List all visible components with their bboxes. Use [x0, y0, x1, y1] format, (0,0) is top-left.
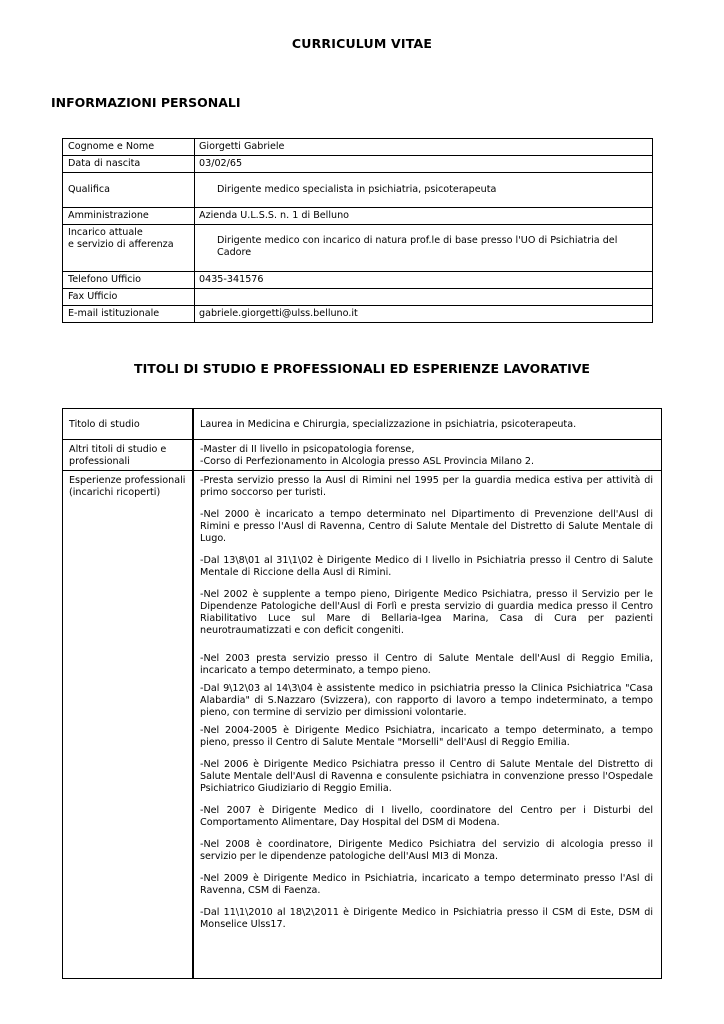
table-row	[63, 440, 661, 471]
field-value: Giorgetti Gabriele	[195, 139, 653, 156]
personal-info-heading: INFORMAZIONI PERSONALI	[51, 95, 241, 110]
table-row	[63, 289, 653, 306]
field-label: E-mail istituzionale	[63, 306, 195, 323]
list-item: -Nel 2009 è Dirigente Medico in Psichiatria, incaricato a tempo determinato presso l'Asl di Ravenna, CSM di Faenza.	[200, 873, 653, 896]
table-row	[63, 409, 661, 440]
list-item: -Nel 2000 è incaricato a tempo determinato nel Dipartimento di Prevenzione dell'Ausl di Rimini e presso l'Ausl di Ravenna, Centro di Salute Mentale del Distretto di Salute Mentale di Lugo.	[200, 509, 653, 544]
titles-table-frame	[62, 408, 662, 979]
field-label: Esperienze professionali (incarichi ricoperti)	[63, 471, 193, 979]
table-row	[63, 306, 653, 323]
field-value-line: -Corso di Perfezionamento in Alcologia presso ASL Provincia Milano 2.	[200, 456, 535, 467]
field-value-line: -Master di II livello in psicopatologia forense,	[200, 444, 415, 455]
list-item: -Dal 13\8\01 al 31\1\02 è Dirigente Medico di I livello in Psichiatria presso il Centro di Salute Mentale di Riccione della Ausl di Rimini.	[200, 555, 653, 578]
list-item: -Nel 2007 è Dirigente Medico di I livello, coordinatore del Centro per i Disturbi del Comportamento Alimentare, Day Hospital del DSM di Modena.	[200, 805, 653, 828]
field-label-line: Incarico attuale	[68, 227, 143, 238]
list-item: -Presta servizio presso la Ausl di Rimini nel 1995 per la guardia medica estiva per attività di primo soccorso per turisti.	[200, 475, 653, 498]
field-label: Telefono Ufficio	[63, 272, 195, 289]
field-value: 0435-341576	[195, 272, 653, 289]
field-label: Titolo di studio	[63, 409, 193, 440]
table-row	[63, 173, 653, 208]
table-row	[63, 208, 653, 225]
field-label: Qualifica	[63, 173, 195, 208]
list-item: -Nel 2006 è Dirigente Medico Psichiatra presso il Centro di Salute Mentale del Distretto di Salute Mentale dell'Ausl di Ravenna e consulente psichiatra in convenzione presso l'Ospedale Psichiatrico Giudiziario di Reggio Emilia.	[200, 759, 653, 794]
list-item: -Nel 2008 è coordinatore, Dirigente Medico Psichiatra del servizio di alcologia presso il servizio per le dipendenze patologiche dell'Ausl MI3 di Monza.	[200, 839, 653, 862]
list-item: -Dal 9\12\03 al 14\3\04 è assistente medico in psichiatria presso la Clinica Psichiatrica "Casa Alabardia" di S.Nazzaro (Svizzera), con rapporto di lavoro a tempo indeterminato, a tempo pieno, con termine di servizio per dimissioni volontarie.	[200, 683, 653, 718]
list-item: -Nel 2004-2005 è Dirigente Medico Psichiatra, incaricato a tempo determinato, a tempo pieno, presso il Centro di Salute Mentale "Morselli" dell'Ausl di Reggio Emilia.	[200, 725, 653, 748]
table-row	[63, 225, 653, 272]
field-label: Cognome e Nome	[63, 139, 195, 156]
field-value	[195, 289, 653, 306]
table-row	[63, 272, 653, 289]
titles-heading: TITOLI DI STUDIO E PROFESSIONALI ED ESPERIENZE LAVORATIVE	[134, 361, 590, 376]
field-label	[63, 225, 195, 272]
experience-list	[193, 471, 661, 979]
field-label: Fax Ufficio	[63, 289, 195, 306]
list-item: -Nel 2003 presta servizio presso il Centro di Salute Mentale dell'Ausl di Reggio Emilia, incaricato a tempo determinato, a tempo pieno.	[200, 653, 653, 676]
table-row	[63, 139, 653, 156]
table-row	[63, 156, 653, 173]
field-label: Altri titoli di studio e professionali	[63, 440, 193, 471]
titles-table	[63, 409, 661, 978]
field-value: Laurea in Medicina e Chirurgia, specializzazione in psichiatria, psicoterapeuta.	[200, 419, 577, 430]
field-label-line: e servizio di afferenza	[68, 239, 174, 250]
document-title: CURRICULUM VITAE	[291, 36, 433, 51]
field-label: Amministrazione	[63, 208, 195, 225]
list-item: -Nel 2002 è supplente a tempo pieno, Dirigente Medico Psichiatra, presso il Servizio per le Dipendenze Patologiche dell'Ausl di Forlì e presta servizio di guardia medica presso il Centro Riabilitativo Luce sul Mare di Bellaria-Igea Marina, Casa di Cura per pazienti neurotraumatizzati e con deficit congeniti.	[200, 589, 653, 636]
field-value: Dirigente medico specialista in psichiatria, psicoterapeuta	[195, 173, 653, 208]
list-item: -Dal 11\1\2010 al 18\2\2011 è Dirigente Medico in Psichiatria presso il CSM di Este, DSM di Monselice Ulss17.	[200, 907, 653, 930]
table-row	[63, 471, 661, 979]
field-value: gabriele.giorgetti@ulss.belluno.it	[195, 306, 653, 323]
field-value: 03/02/65	[195, 156, 653, 173]
personal-info-table	[62, 138, 653, 323]
field-value	[193, 440, 661, 471]
field-value: Dirigente medico con incarico di natura prof.le di base presso l'UO di Psichiatria del Cadore	[195, 225, 653, 272]
field-label: Data di nascita	[63, 156, 195, 173]
field-value: Azienda U.L.S.S. n. 1 di Belluno	[195, 208, 653, 225]
